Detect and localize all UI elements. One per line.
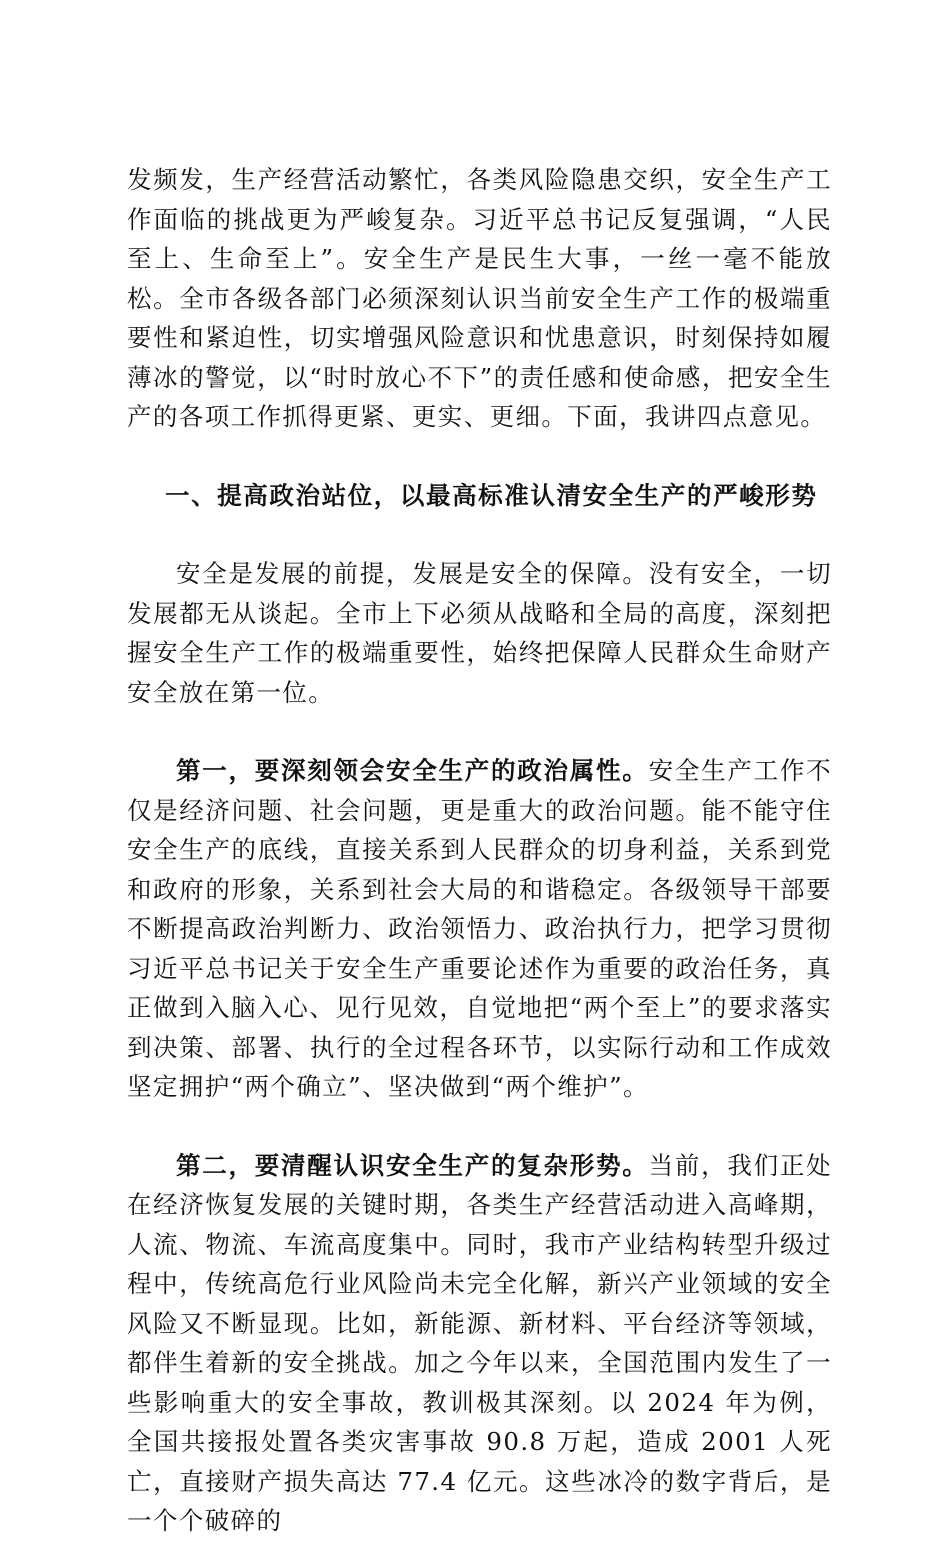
document-page [127,160,832,1541]
paragraph-spacer [127,1107,832,1146]
paragraph-spacer [127,437,832,476]
paragraph-spacer [127,515,832,554]
intro-paragraph: 发频发，生产经营活动繁忙，各类风险隐患交织，安全生产工作面临的挑战更为严峻复杂。习近平总书记反复强调，“人民至上、生命至上”。安全生产是民生大事，一丝一毫不能放松。全市各级各部门必须深刻认识当前安全生产工作的极端重要性和紧迫性，切实增强风险意识和忧患意识，时刻保持如履薄冰的警觉，以“时时放心不下”的责任感和使命感，把安全生产的各项工作抓得更紧、更实、更细。下面，我讲四点意见。 [127,165,832,431]
section-heading: 一、提高政治站位，以最高标准认清安全生产的严峻形势 [164,480,818,510]
paragraph-spacer [127,712,832,751]
point-two-lead: 第二，要清醒认识安全生产的复杂形势。 [176,1150,649,1180]
point-two-paragraph [127,1146,832,1541]
point-one-body: 安全生产工作不仅是经济问题、社会问题，更是重大的政治问题。能不能守住安全生产的底线，直接关系到人民群众的切身利益，关系到党和政府的形象，关系到社会大局的和谐稳定。各级领导干部要不断提高政治判断力、政治领悟力、政治执行力，把学习贯彻习近平总书记关于安全生产重要论述作为重要的政治任务，真正做到入脑入心、见行见效，自觉地把“两个至上”的要求落实到决策、部署、执行的全过程各环节，以实际行动和工作成效坚定拥护“两个确立”、坚决做到“两个维护”。 [127,756,832,1101]
point-one-paragraph [127,751,832,1107]
point-one-lead: 第一，要深刻领会安全生产的政治属性。 [176,756,649,785]
point-two-body: 当前，我们正处在经济恢复发展的关键时期，各类生产经营活动进入高峰期，人流、物流、车流高度集中。同时，我市产业结构转型升级过程中，传统高危行业风险尚未完全化解，新兴产业领域的安全风险又不断显现。比如，新能源、新材料、平台经济等领域，都伴生着新的安全挑战。加之今年以来，全国范围内发生了一些影响重大的安全事故，教训极其深刻。以 2024 年为例，全国共接报处置各类灾害事故 90.8 万起，造成 2001 人死亡，直接财产损失高达 77.4 亿元。这些冰冷的数字背后，是一个个破碎的 [127,1150,832,1535]
section-summary-paragraph: 安全是发展的前提，发展是安全的保障。没有安全，一切发展都无从谈起。全市上下必须从战略和全局的高度，深刻把握安全生产工作的极端重要性，始终把保障人民群众生命财产安全放在第一位。 [127,559,832,707]
